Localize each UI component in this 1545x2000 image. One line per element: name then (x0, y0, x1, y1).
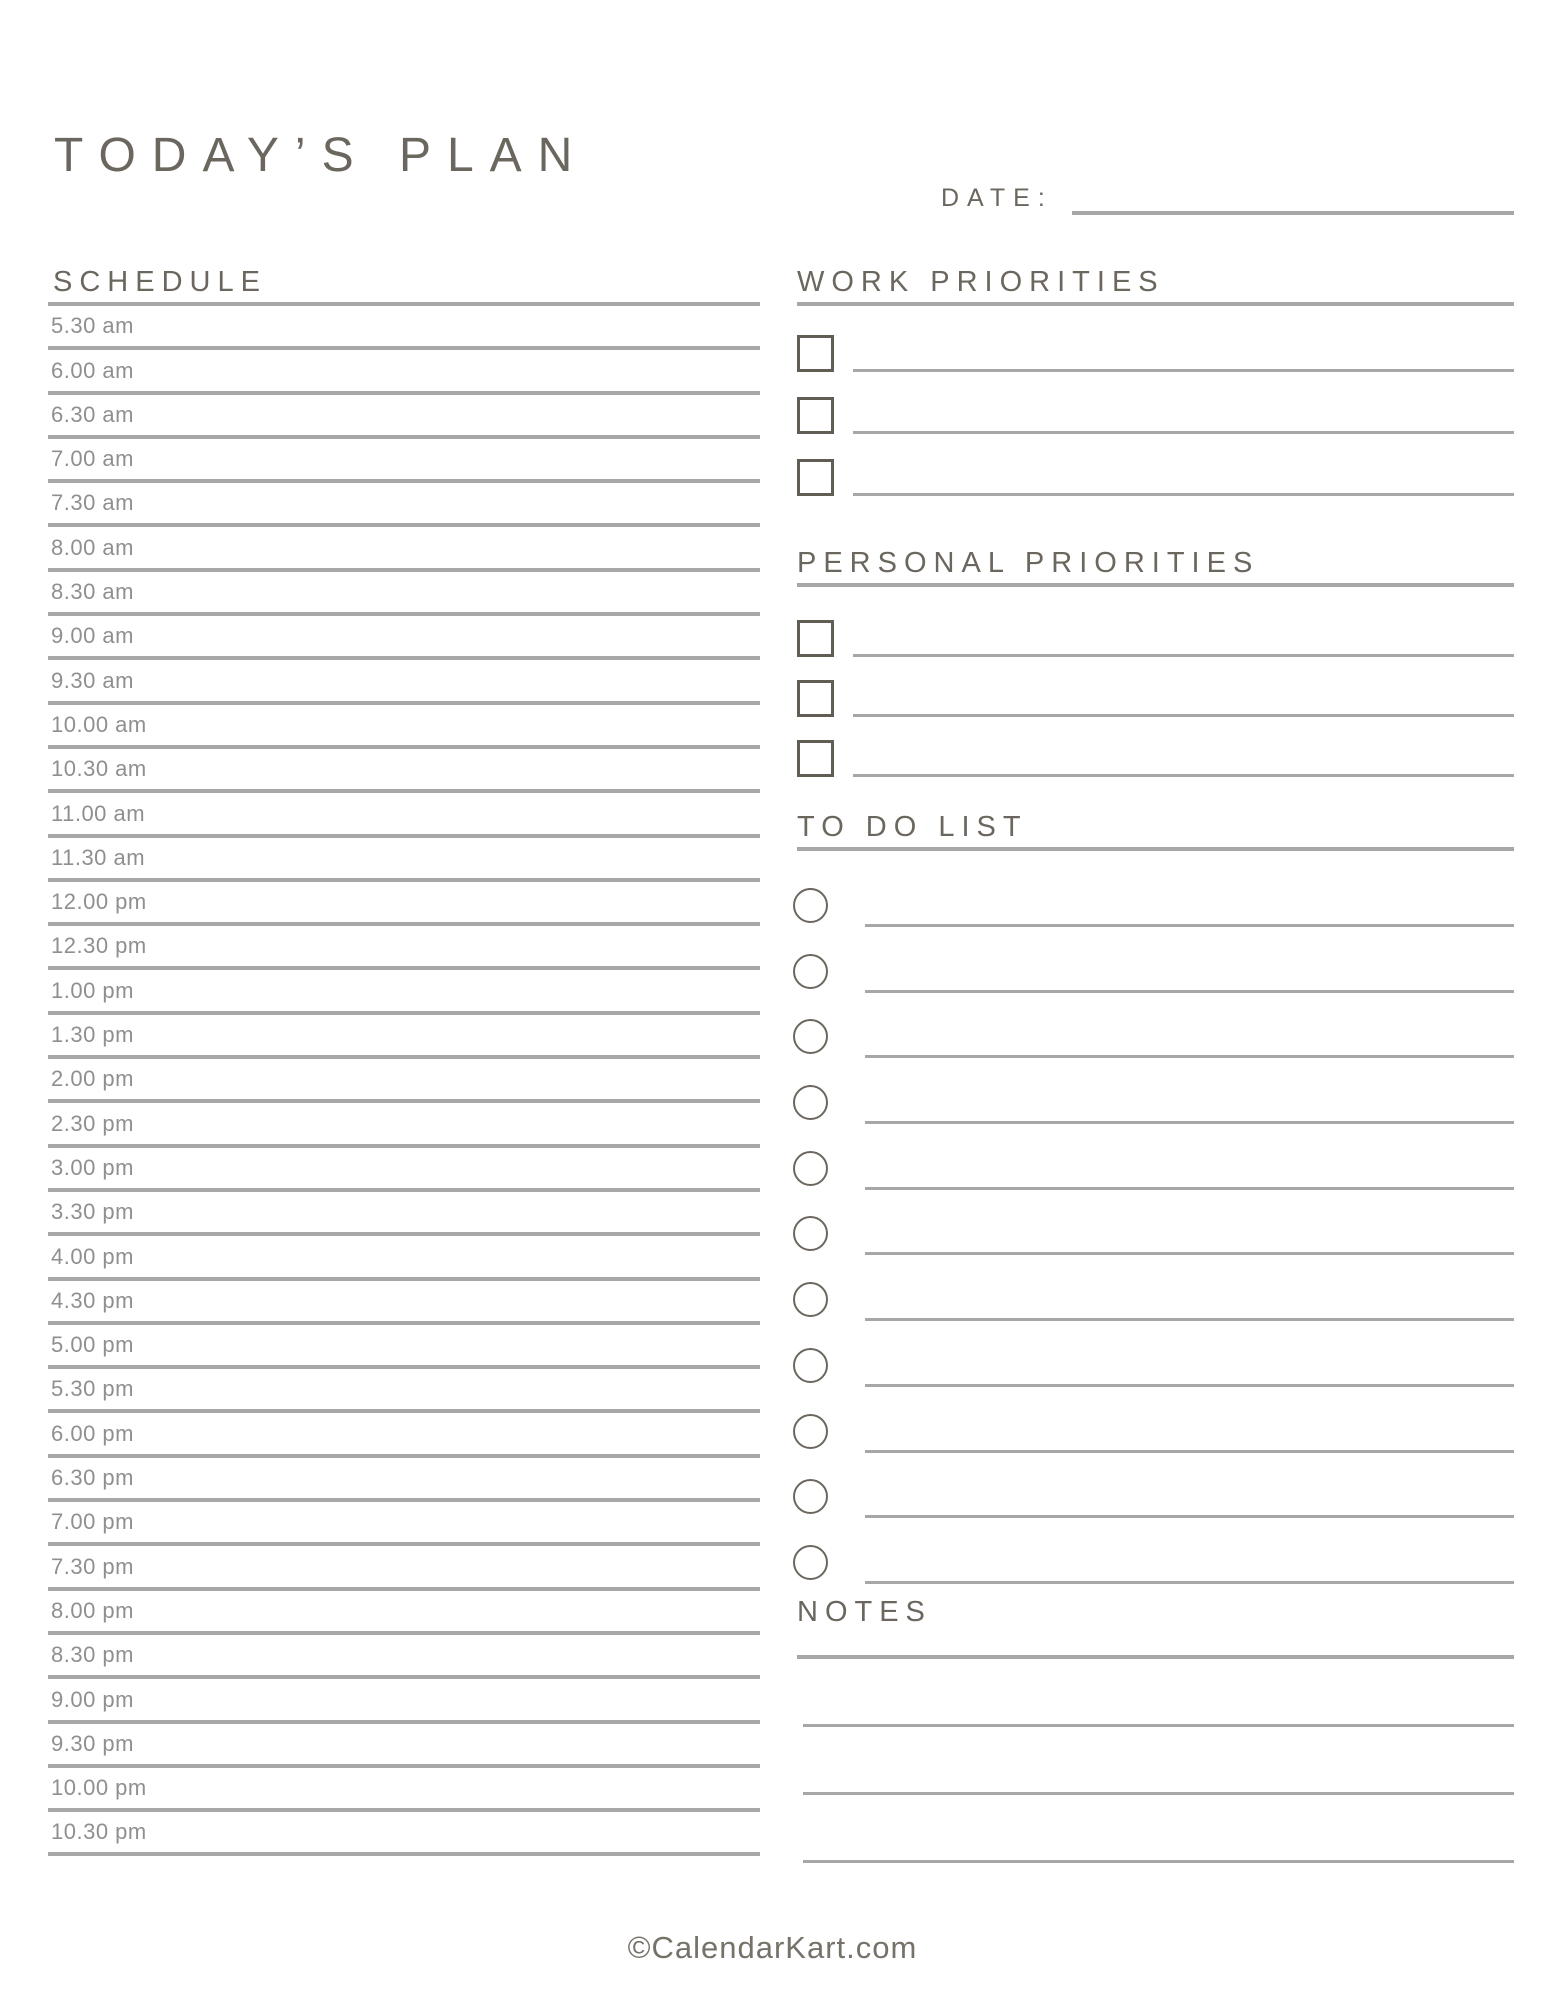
circle-checkbox[interactable] (793, 954, 828, 989)
schedule-heading: SCHEDULE (53, 266, 267, 298)
time-label: 2.00 pm (51, 1066, 134, 1092)
time-label: 1.00 pm (51, 977, 134, 1003)
time-label: 6.30 am (51, 401, 134, 427)
time-label: 8.00 am (51, 534, 134, 560)
work-priority-rows (797, 335, 1514, 521)
schedule-slot-line[interactable] (48, 1281, 760, 1325)
todo-row (797, 888, 1514, 954)
schedule-slot-line[interactable] (48, 572, 760, 616)
todo-list-section (797, 807, 1514, 1611)
schedule-slot-line[interactable] (48, 439, 760, 483)
schedule-slot-line[interactable] (48, 1502, 760, 1546)
write-line[interactable] (853, 714, 1514, 717)
todo-row (797, 1085, 1514, 1151)
time-label: 9.00 pm (51, 1686, 134, 1712)
checkbox[interactable] (797, 620, 834, 657)
schedule-slot-line[interactable] (48, 1679, 760, 1723)
todo-row (797, 1348, 1514, 1414)
write-line[interactable] (865, 1384, 1514, 1387)
time-label: 7.30 pm (51, 1553, 134, 1579)
schedule-slot-line[interactable] (48, 1148, 760, 1192)
time-label: 4.00 pm (51, 1243, 134, 1269)
schedule-slot-line[interactable] (48, 882, 760, 926)
write-line[interactable] (853, 369, 1514, 372)
time-label: 9.30 pm (51, 1730, 134, 1756)
todo-row (797, 954, 1514, 1020)
notes-row (797, 1659, 1514, 1727)
time-label: 5.30 pm (51, 1376, 134, 1402)
time-label: 8.00 pm (51, 1597, 134, 1623)
circle-checkbox[interactable] (793, 1085, 828, 1120)
personal-priority-row (797, 740, 1514, 800)
schedule-slot-line[interactable] (48, 527, 760, 571)
notes-rows (797, 1659, 1514, 1863)
schedule-slot-line[interactable] (48, 1724, 760, 1768)
time-label: 1.30 pm (51, 1022, 134, 1048)
time-label: 6.00 pm (51, 1420, 134, 1446)
schedule-slot-line[interactable] (48, 1059, 760, 1103)
personal-priorities-heading-rule (797, 583, 1514, 587)
todo-row (797, 1414, 1514, 1480)
circle-checkbox[interactable] (793, 1414, 828, 1449)
circle-checkbox[interactable] (793, 1019, 828, 1054)
circle-checkbox[interactable] (793, 888, 828, 923)
todo-row (797, 1216, 1514, 1282)
notes-section (797, 1592, 1514, 1863)
time-label: 9.30 am (51, 667, 134, 693)
circle-checkbox[interactable] (793, 1151, 828, 1186)
circle-checkbox[interactable] (793, 1216, 828, 1251)
checkbox[interactable] (797, 335, 834, 372)
personal-priorities-heading: PERSONAL PRIORITIES (797, 547, 1260, 579)
time-label: 9.00 am (51, 623, 134, 649)
notes-row (797, 1795, 1514, 1863)
circle-checkbox[interactable] (793, 1479, 828, 1514)
write-line[interactable] (865, 1581, 1514, 1584)
schedule-slot-line[interactable] (48, 705, 760, 749)
time-label: 3.00 pm (51, 1154, 134, 1180)
time-label: 12.30 pm (51, 933, 147, 959)
schedule-slot-line[interactable] (48, 793, 760, 837)
date-label: DATE: (941, 184, 1053, 212)
time-label: 10.00 pm (51, 1775, 147, 1801)
schedule-slot-line[interactable] (48, 306, 760, 350)
personal-priorities-section (797, 543, 1514, 800)
time-label: 6.00 am (51, 357, 134, 383)
write-line[interactable] (853, 654, 1514, 657)
footer-credit: ©CalendarKart.com (627, 1930, 918, 1965)
schedule-slot-line[interactable] (48, 1236, 760, 1280)
todo-row (797, 1019, 1514, 1085)
date-input-line[interactable] (1072, 211, 1514, 215)
write-line[interactable] (865, 1187, 1514, 1190)
time-label: 8.30 am (51, 579, 134, 605)
schedule-slot-line[interactable] (48, 1015, 760, 1059)
circle-checkbox[interactable] (793, 1282, 828, 1317)
time-label: 6.30 pm (51, 1465, 134, 1491)
schedule-slot-line[interactable] (48, 970, 760, 1014)
time-label: 10.30 am (51, 756, 147, 782)
todo-row (797, 1151, 1514, 1217)
write-line[interactable] (865, 924, 1514, 927)
schedule-slot-line[interactable] (48, 1635, 760, 1679)
time-label: 3.30 pm (51, 1199, 134, 1225)
time-label: 5.30 am (51, 313, 134, 339)
work-priority-row (797, 459, 1514, 521)
schedule-slot-line[interactable] (48, 1369, 760, 1413)
checkbox[interactable] (797, 397, 834, 434)
time-label: 2.30 pm (51, 1110, 134, 1136)
work-priorities-heading-rule (797, 302, 1514, 306)
checkbox[interactable] (797, 740, 834, 777)
checkbox[interactable] (797, 459, 834, 496)
work-priority-row (797, 397, 1514, 459)
todo-row (797, 1282, 1514, 1348)
write-line[interactable] (865, 1252, 1514, 1255)
write-line[interactable] (803, 1860, 1514, 1863)
write-line[interactable] (853, 493, 1514, 496)
schedule-slot-line[interactable] (48, 483, 760, 527)
page-title: TODAY’S PLAN (54, 129, 589, 182)
write-line[interactable] (865, 990, 1514, 993)
write-line[interactable] (865, 1515, 1514, 1518)
write-line[interactable] (865, 1121, 1514, 1124)
schedule-slot-line[interactable] (48, 660, 760, 704)
schedule-slot-line[interactable] (48, 350, 760, 394)
todo-rows (797, 888, 1514, 1611)
schedule-slot-line[interactable] (48, 838, 760, 882)
time-label: 10.00 am (51, 711, 147, 737)
write-line[interactable] (853, 774, 1514, 777)
schedule-slot-line[interactable] (48, 1591, 760, 1635)
schedule-slot-line[interactable] (48, 1192, 760, 1236)
time-label: 4.30 pm (51, 1287, 134, 1313)
schedule-slot-line[interactable] (48, 1812, 760, 1856)
time-label: 8.30 pm (51, 1642, 134, 1668)
schedule-slot-line[interactable] (48, 1103, 760, 1147)
work-priorities-heading: WORK PRIORITIES (797, 266, 1165, 298)
write-line[interactable] (853, 431, 1514, 434)
checkbox[interactable] (797, 680, 834, 717)
work-priorities-section (797, 262, 1514, 521)
time-label: 7.30 am (51, 490, 134, 516)
personal-priority-row (797, 680, 1514, 740)
personal-priority-rows (797, 620, 1514, 800)
todo-row (797, 1479, 1514, 1545)
todo-list-heading-rule (797, 847, 1514, 851)
notes-row (797, 1727, 1514, 1795)
write-line[interactable] (865, 1318, 1514, 1321)
time-label: 12.00 pm (51, 889, 147, 915)
work-priority-row (797, 335, 1514, 397)
schedule-slot-line[interactable] (48, 1768, 760, 1812)
circle-checkbox[interactable] (793, 1545, 828, 1580)
schedule-slot-line[interactable] (48, 616, 760, 660)
schedule-slot-line[interactable] (48, 749, 760, 793)
schedule-slot-line[interactable] (48, 1325, 760, 1369)
time-label: 7.00 am (51, 446, 134, 472)
todo-list-heading: TO DO LIST (797, 811, 1028, 843)
time-label: 5.00 pm (51, 1332, 134, 1358)
notes-heading: NOTES (797, 1596, 932, 1628)
time-label: 7.00 pm (51, 1509, 134, 1535)
circle-checkbox[interactable] (793, 1348, 828, 1383)
schedule-slot-line[interactable] (48, 1413, 760, 1457)
time-label: 11.00 am (51, 800, 146, 826)
schedule-slot-line[interactable] (48, 926, 760, 970)
personal-priority-row (797, 620, 1514, 680)
schedule-slot-line[interactable] (48, 1458, 760, 1502)
write-line[interactable] (865, 1450, 1514, 1453)
schedule-section (48, 262, 760, 1856)
write-line[interactable] (865, 1055, 1514, 1058)
schedule-slot-line[interactable] (48, 395, 760, 439)
time-label: 11.30 am (51, 844, 146, 870)
schedule-slots (48, 306, 760, 1856)
time-label: 10.30 pm (51, 1819, 147, 1845)
schedule-slot-line[interactable] (48, 1546, 760, 1590)
